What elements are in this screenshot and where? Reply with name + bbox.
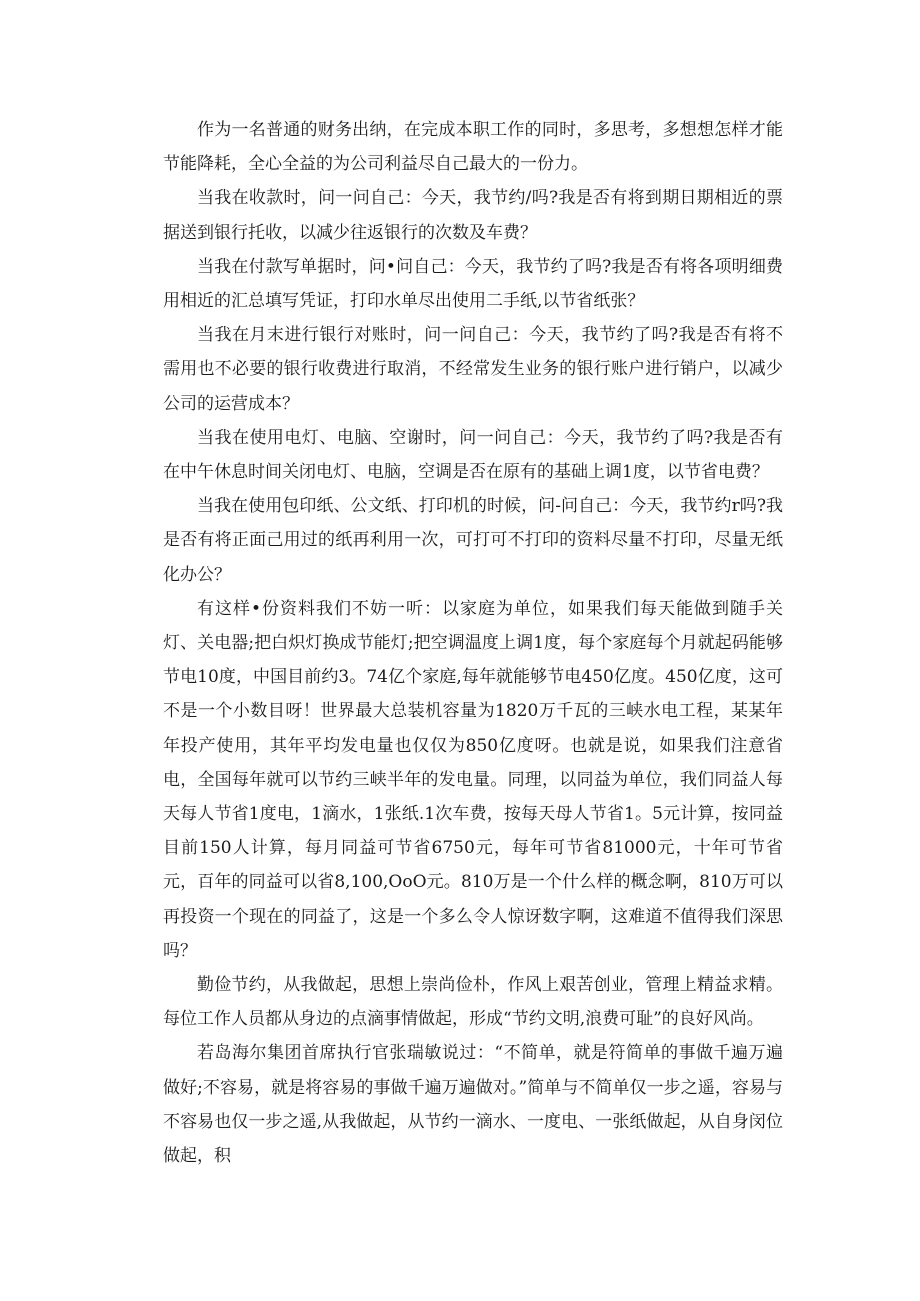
paragraph: 当我在使用包印纸、公文纸、打印机的时候，问-问自己：今天，我节约r吗?我是否有将正面己用过的纸再利用一次，可打可不打印的资料尽量不打印，尽量无纸化办公？ [163, 496, 783, 585]
paragraph: 当我在月末进行银行对账时，问一问自己：今天，我节约了吗?我是否有将不需用也不必要的银行收费进行取消，不经常发生业务的银行账户进行销户，以减少公司的运营成本？ [163, 325, 783, 414]
document-body [163, 113, 783, 1173]
paragraph: 当我在收款时，问一问自己：今天，我节约/吗?我是否有将到期日期相近的票据送到银行托收，以减少往返银行的次数及车费？ [163, 188, 783, 243]
paragraph: 作为一名普通的财务出纳，在完成本职工作的同时，多思考，多想想怎样才能节能降耗，全心全益的为公司利益尽自己最大的一份力。 [163, 120, 783, 175]
paragraph: 当我在使用电灯、电脑、空谢时，问一问自己：今天，我节约了吗?我是否有在中午休息时间关闭电灯、电脑，空调是否在原有的基础上调1度，以节省电费？ [163, 427, 783, 483]
paragraph: 若岛海尔集团首席执行官张瑞敏说过：“不简单，就是符简单的事做千遍万遍做好;不容易，就是将容易的事做千遍万遍做对。”简单与不简单仅一步之遥，容易与不容易也仅一步之遥,从我做起，从节约一滴水、一度电、一张纸做起，从自身闵位做起，积 [163, 1043, 783, 1167]
paragraph: 有这样•份资料我们不妨一听：以家庭为单位，如果我们每天能做到随手关灯、关电器;把白炽灯换成节能灯;把空调温度上调1度，每个家庭每个月就起码能够节电10度，中国目前约3。74亿个家庭,每年就能够节电450亿度。450亿度，这可不是一个小数目呀！世界最大总装机容量为1820万千瓦的三峡水电工程，某某年年投产使用，其年平均发电量也仅仅为850亿度呀。也就是说，如果我们注意省电，全国每年就可以节约三峡半年的发电量。同理，以同益为单位，我们同益人每天每人节省1度电，1滴水，1张纸.1次车费，按每天母人节省1。5元计算，按同益目前150人计算，每月同益可节省6750元，每年可节省81000元，十年可节省元，百年的同益可以省8,100,OoO元。810万是一个什么样的概念啊，810万可以再投资一个现在的同益了，这是一个多么令人惊讶数字啊，这难道不值得我们深思吗？ [163, 598, 783, 961]
paragraph: 当我在付款写单据时，问•问自己：今天，我节约了吗?我是否有将各项明细费用相近的汇总填写凭证，打印水单尽出使用二手纸,以节省纸张？ [163, 256, 783, 312]
paragraph: 勤俭节约，从我做起，思想上崇尚俭朴，作风上艰苦创业，管理上精益求精。每位工作人员都从身边的点滴事情做起，形成“节约文明,浪费可耻”的良好风尚。 [163, 975, 783, 1030]
